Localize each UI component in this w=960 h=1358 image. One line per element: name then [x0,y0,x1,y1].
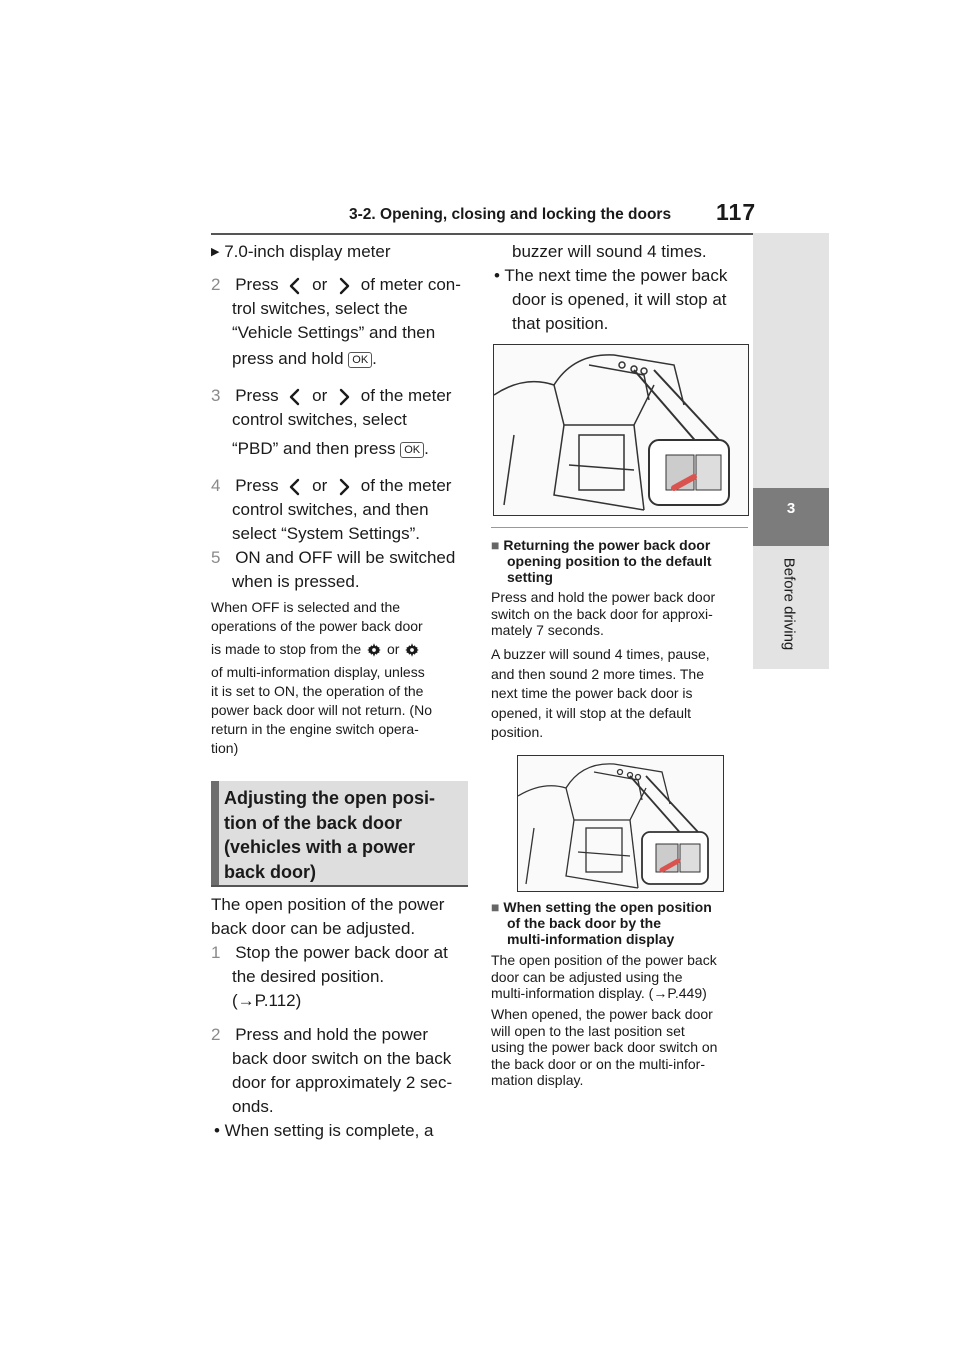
page-ref-link-449[interactable]: multi-information display. (→P.449) [491,985,707,1001]
para-press-hold: Press and hold the power back door switch on the back door for approxi- mately 7 seconds. [491,589,716,638]
note-line-8: tion) [211,740,239,756]
step-2-line-3: “Vehicle Settings” and then [232,323,436,342]
section-title-rule [211,885,468,887]
para-buzzer: A buzzer will sound 4 times, pause, and then sound 2 more times. The next time the power back door is opened, it will stop at the default position. [491,646,710,740]
intro-line-1: The open position of the power [211,895,445,914]
step-2: 2 Press or of meter con- [211,275,461,294]
step-3-line-3: “PBD” and then press OK . [232,439,429,458]
para-multi-info: The open position of the power back door can be adjusted using the multi-information display. (→P.449) [491,952,717,1001]
section-title: Adjusting the open posi- tion of the back door (vehicles with a power back door) [224,788,435,882]
adjust-step-1: 1 Stop the power back door at [211,943,448,962]
adjust-step-1-line-2: the desired position. [232,967,385,986]
step-3-line-2: control switches, select [232,410,407,429]
subheading-returning-default-line-3: setting [507,569,553,585]
step-2-line-4: press and hold OK . [232,349,377,368]
chevron-right-icon [336,477,352,497]
note-line-7: return in the engine switch opera- [211,721,419,737]
chevron-right-icon [336,387,352,407]
chevron-left-icon [287,387,303,407]
section-title-bar [211,781,219,885]
meter-heading: ▶ 7.0-inch display meter [211,242,391,261]
side-tab-box [753,488,829,546]
step-4: 4 Press or of the meter [211,476,452,495]
step-4-line-2: control switches, and then [232,500,429,519]
step-5: 5 ON and OFF will be switched [211,548,456,567]
ok-key-icon: OK [400,442,424,458]
adjust-step-2-line-2: back door switch on the back [232,1049,452,1068]
subheading-multi-info-line-2: of the back door by the [507,915,662,931]
note-line-1: When OFF is selected and the [211,599,401,615]
side-tab-number: 3 [786,500,796,517]
gear-icon [365,641,383,659]
car-back-door-illustration [493,344,749,516]
step-2-line-2: trol switches, select the [232,299,408,318]
chevron-left-icon [287,276,303,296]
subheading-returning-default-line-2: opening position to the default [507,553,712,569]
subheading-returning-default: ■ Returning the power back door [491,537,711,553]
header-rule [211,233,821,235]
step-5-line-2: when is pressed. [232,572,360,591]
adjust-step-2: 2 Press and hold the power [211,1025,428,1044]
chevron-right-icon [336,276,352,296]
step-3: 3 Press or of the meter [211,386,452,405]
bullet-next-time: • The next time the power back [494,266,728,285]
note-line-3: is made to stop from the or [211,640,421,659]
bullet-next-time-line-2: door is opened, it will stop at [512,290,727,309]
step-4-line-3: select “System Settings”. [232,524,421,543]
adjust-step-2-line-4: onds. [232,1097,274,1116]
intro-line-2: back door can be adjusted. [211,919,416,938]
page-ref-link-112[interactable]: (→P.112) [232,991,302,1010]
bullet-setting-complete: • When setting is complete, a [214,1121,434,1140]
car-back-door-illustration [517,755,724,892]
gear-icon [403,641,421,659]
bullet-next-time-line-3: that position. [512,314,609,333]
para-when-opened: When opened, the power back door will open to the last position set using the power back door switch on the back door or on the multi-infor- mation display. [491,1006,718,1088]
ok-key-icon: OK [348,352,372,368]
chevron-left-icon [287,477,303,497]
subsection-rule [491,527,748,528]
bullet-continued: buzzer will sound 4 times. [512,242,707,261]
adjust-step-2-line-3: door for approximately 2 sec- [232,1073,453,1092]
note-line-2: operations of the power back door [211,618,423,634]
note-line-5: it is set to ON, the operation of the [211,683,424,699]
subheading-multi-info: ■ When setting the open position [491,899,712,915]
triangle-bullet-icon: ▶ [211,246,220,258]
side-tab-label: Before driving [780,557,798,651]
page-number: 117 [716,199,757,225]
subheading-multi-info-line-3: multi-information display [507,931,675,947]
note-line-4: of multi-information display, unless [211,664,425,680]
note-line-6: power back door will not return. (No [211,702,432,718]
header-title: 3-2. Opening, closing and locking the doors [349,206,672,223]
